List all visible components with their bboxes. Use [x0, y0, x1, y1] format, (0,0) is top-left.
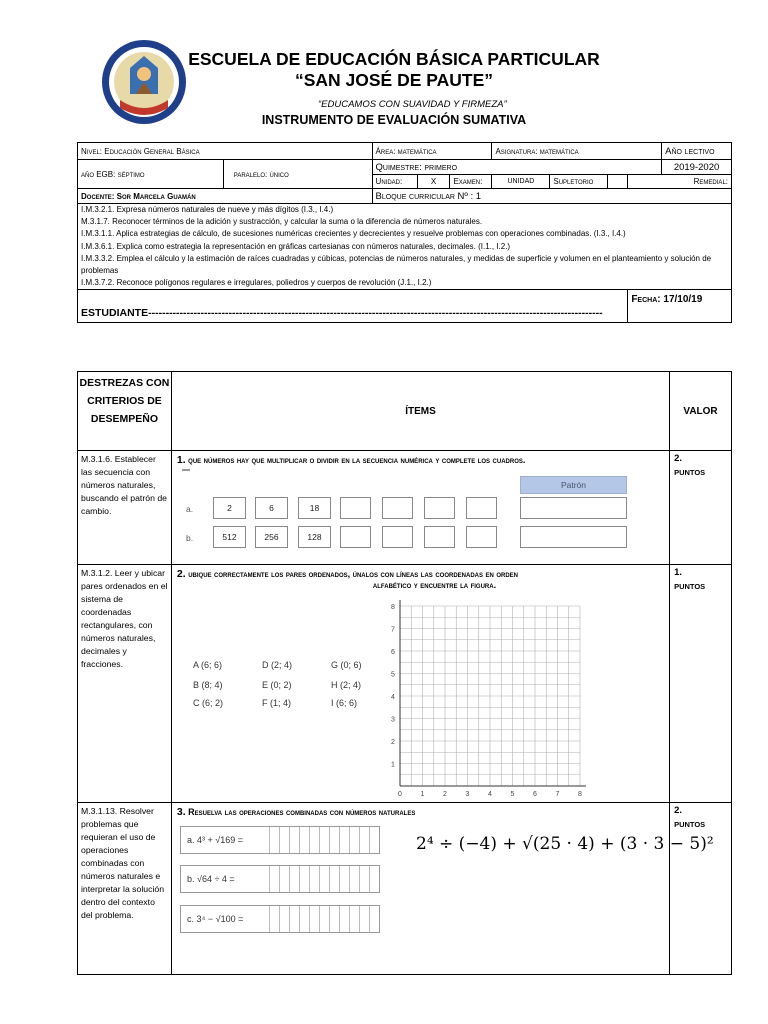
destreza-q2: M.3.1.2. Leer y ubicar pares ordenados en el sistema de coordenadas rectangulares, con números naturales, decimales y fracciones. [78, 565, 172, 803]
anio-lectivo-label: Año lectivo [662, 143, 732, 160]
seq-a-blank[interactable] [466, 497, 497, 519]
q3-title: 3. Resuelva las operaciones combinadas con números naturales [176, 806, 416, 818]
seq-b-blank[interactable] [382, 526, 413, 548]
y-tick-label: 6 [391, 649, 395, 656]
op-a-label: a. 4³ + √169 = [187, 835, 243, 845]
paralelo-cell: paralelo: único [223, 160, 372, 189]
coord-point: E (0; 2) [262, 680, 292, 690]
estudiante-cell [78, 290, 628, 323]
y-tick-label: 1 [391, 761, 395, 769]
school-subname: “SAN JOSÉ DE PAUTE” [294, 70, 494, 90]
estudiante-field[interactable]: ESTUDIANTE---------------------------------------------------------------------------------------------------------------------------------- [81, 307, 603, 320]
row-b-label: b. [186, 533, 194, 543]
info-table [77, 142, 732, 323]
x-tick-label: 1 [420, 791, 425, 798]
q2-title-line2: alfabético y encuentre la figura. [372, 580, 497, 590]
unidad-label: Unidad: [372, 175, 417, 189]
destrezas-header: DESTREZAS CON CRITERIOS DE DESEMPEÑO [78, 372, 172, 451]
seq-b-blank[interactable] [340, 526, 371, 548]
y-tick-label: 8 [391, 604, 395, 611]
coord-point: I (6; 6) [331, 698, 358, 708]
y-tick-label: 3 [391, 716, 395, 724]
indicator-item: I.M.3.2.1. Expresa números naturales de nueve y más dígitos (I.3., I.4.) [81, 205, 334, 214]
seq-b-blank[interactable] [424, 526, 455, 548]
q3-valor: 2. PUNTOS [670, 803, 732, 975]
q1-valor: 2. PUNTOS [670, 451, 732, 565]
op-c-box[interactable] [180, 905, 380, 933]
anio-egb-cell: año EGB: séptimo [78, 160, 224, 189]
x-tick-label: 0 [398, 791, 402, 798]
indicators-cell [78, 204, 732, 290]
patron-b-input[interactable] [520, 526, 627, 548]
anio-lectivo-value: 2019-2020 [662, 160, 732, 175]
q2-title: 2. ubique correctamente los pares ordenados, únalos con líneas las coordenadas en orden [176, 568, 518, 580]
coord-point: B (8; 4) [193, 680, 223, 690]
bloque-cell: Bloque curricular Nº : 1 [372, 189, 731, 204]
y-tick-label: 2 [391, 739, 395, 746]
nivel-cell: Nivel: Educación General Básica [78, 143, 373, 160]
supletorio-box [608, 175, 628, 189]
indicator-item: M.3.1.7. Reconocer términos de la adición y sustracción, y calcular la suma o la diferencia de números naturales. [81, 217, 483, 227]
quimestre-cell: Quimestre: primero [372, 160, 662, 175]
combined-expression: 2⁴ ÷ (−4) + √(25 · 4) + (3 · 3 − 5)² [416, 834, 714, 854]
unidad2-cell: UNIDAD [492, 175, 550, 189]
y-tick-label: 5 [391, 671, 395, 679]
x-tick-label: 6 [533, 791, 537, 798]
coord-point: F (1; 4) [262, 698, 292, 708]
area-cell: Área: matemática [372, 143, 492, 160]
destreza-q3: M.3.1.13. Resolver problemas que requieran el uso de operaciones combinadas con números naturales e interpretar la solución dentro del contexto del problema. [78, 803, 172, 975]
x-tick-label: 4 [488, 791, 492, 798]
y-tick-label: 4 [391, 694, 395, 701]
seq-b-value: 128 [298, 526, 331, 548]
indicator-item: I.M.3.1.1. Aplica estrategias de cálculo, de sucesiones numéricas crecientes y decrecientes y resuelve problemas con operaciones combinadas. (I.3., I.4.) [81, 229, 626, 239]
q2-valor: 1. PUNTOS [670, 565, 732, 803]
coord-point: H (2; 4) [331, 680, 362, 690]
destreza-q1: M.3.1.6. Establecer las secuencia con números naturales, buscando el patrón de cambio. [78, 451, 172, 565]
coord-point: C (6; 2) [193, 698, 224, 708]
remedial-cell: Remedial: [628, 175, 732, 189]
seq-a-blank[interactable] [340, 497, 371, 519]
decorative-dot [182, 469, 190, 471]
seq-a-value: 6 [255, 497, 288, 519]
motto: “EDUCAMOS CON SUAVIDAD Y FIRMEZA” [318, 99, 507, 110]
op-c-label: c. 3⁴ − √100 = [187, 914, 244, 924]
document-title: INSTRUMENTO DE EVALUACIÓN SUMATIVA [261, 113, 527, 127]
row-a-label: a. [186, 504, 194, 514]
seq-a-value: 2 [213, 497, 246, 519]
op-b-box[interactable] [180, 865, 380, 893]
seq-a-value: 18 [298, 497, 331, 519]
fecha-cell: Fecha: 17/10/19 [628, 290, 732, 323]
x-tick-label: 7 [555, 791, 560, 798]
seq-a-blank[interactable] [382, 497, 413, 519]
asignatura-cell: Asignatura: matemática [492, 143, 662, 160]
indicator-item: I.M.3.3.2. Emplea el cálculo y la estimación de raíces cuadradas y cúbicas, potencias de números naturales, y medidas de superficie y volumen en el planteamiento y solución de problemas [81, 253, 712, 276]
unidad-mark: X [417, 175, 450, 189]
op-a-box[interactable] [180, 826, 380, 854]
seq-b-blank[interactable] [466, 526, 497, 548]
valor-header: VALOR [670, 372, 732, 451]
patron-header: Patrón [520, 476, 627, 494]
x-tick-label: 2 [443, 791, 447, 798]
docente-cell: Docente: Sor Marcela Guamán [78, 189, 373, 204]
x-tick-label: 5 [510, 791, 515, 798]
op-b-label: b. √64 ÷ 4 = [187, 874, 235, 884]
y-tick-label: 7 [391, 626, 395, 634]
coord-point: D (2; 4) [262, 660, 293, 670]
coord-point: A (6; 6) [193, 660, 223, 670]
supletorio-cell: Supletorio [550, 175, 608, 189]
q1-title: 1. que números hay que multiplicar o dividir en la secuencia numérica y complete los cuadros. [176, 454, 526, 466]
patron-a-input[interactable] [520, 497, 627, 519]
indicator-item: I.M.3.7.2. Reconoce polígonos regulares e irregulares, poliedros y cuerpos de revolución (J.1., I.2.) [81, 278, 432, 288]
items-header: ÍTEMS [171, 372, 669, 451]
indicator-item: I.M.3.6.1. Explica como estrategia la representación en gráficas cartesianas con números naturales, decimales. (I.1., I.2.) [81, 241, 511, 251]
cartesian-grid[interactable] [385, 603, 650, 798]
x-tick-label: 3 [465, 791, 470, 798]
seq-b-value: 256 [255, 526, 288, 548]
school-name: ESCUELA DE EDUCACIÓN BÁSICA PARTICULAR [188, 49, 600, 69]
seq-b-value: 512 [213, 526, 246, 548]
coord-point: G (0; 6) [331, 660, 362, 670]
examen-label: Examen: [450, 175, 492, 189]
x-tick-label: 8 [578, 791, 582, 798]
seq-a-blank[interactable] [424, 497, 455, 519]
